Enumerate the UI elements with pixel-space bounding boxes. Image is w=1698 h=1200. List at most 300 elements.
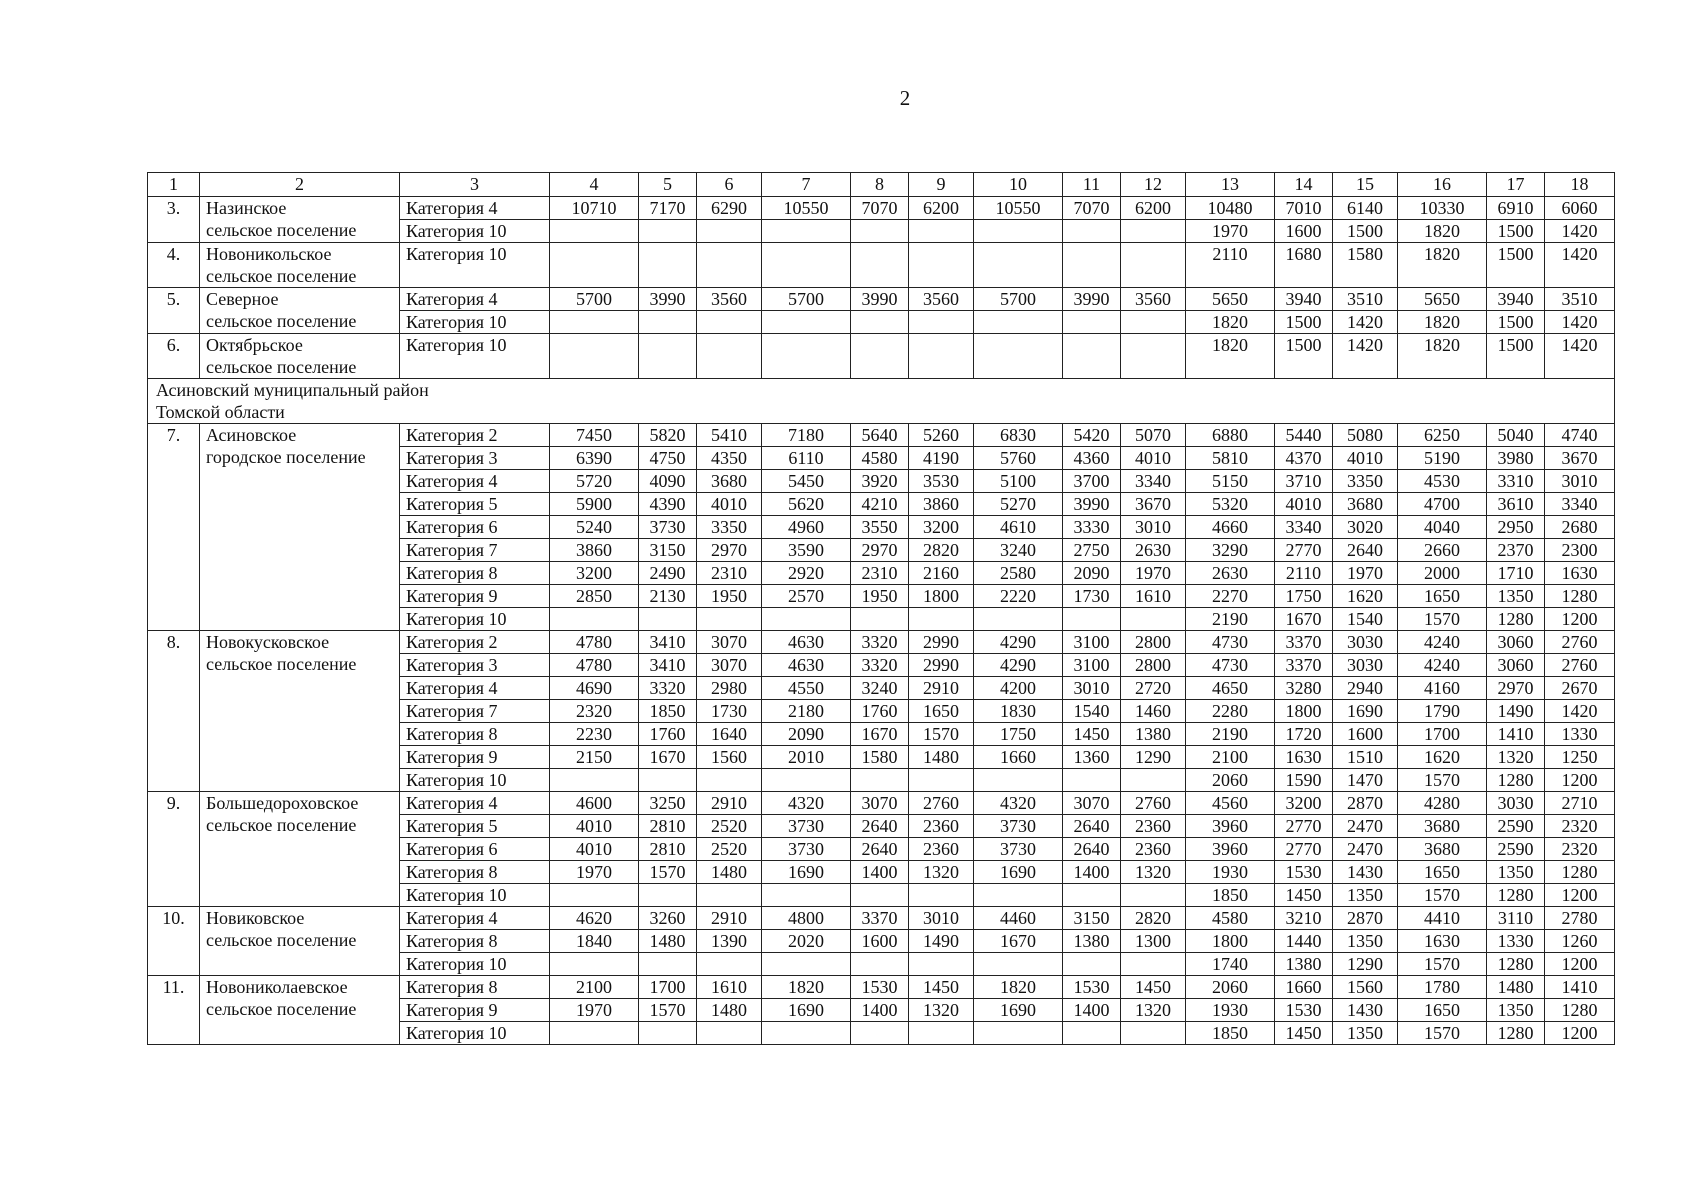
table-row [148,792,1615,815]
value-cell: 3010 [909,907,974,930]
value-cell: 2640 [1063,815,1121,838]
category-cell: Категория 10 [400,311,550,334]
value-cell: 1530 [851,976,909,999]
value-cell: 4750 [639,447,697,470]
value-cell: 3210 [1275,907,1333,930]
settlement-number: 5. [148,288,200,334]
value-cell: 7450 [550,424,639,447]
value-cell: 5410 [697,424,762,447]
value-cell [639,608,697,631]
value-cell: 5240 [550,516,639,539]
value-cell: 3240 [851,677,909,700]
value-cell: 2760 [1121,792,1186,815]
value-cell: 6880 [1186,424,1275,447]
value-cell: 2360 [1121,815,1186,838]
value-cell: 4410 [1398,907,1487,930]
value-cell [909,953,974,976]
value-cell [697,243,762,288]
value-cell: 6250 [1398,424,1487,447]
column-header: 13 [1186,173,1275,197]
column-header: 4 [550,173,639,197]
value-cell [762,334,851,379]
value-cell: 5080 [1333,424,1398,447]
value-cell [639,334,697,379]
value-cell: 1780 [1398,976,1487,999]
header-row [148,173,1615,197]
category-cell: Категория 8 [400,976,550,999]
value-cell: 6200 [909,197,974,220]
value-cell: 1680 [1275,243,1333,288]
value-cell: 1400 [851,861,909,884]
value-cell: 2770 [1275,539,1333,562]
value-cell: 1290 [1121,746,1186,769]
value-cell: 3150 [1063,907,1121,930]
value-cell: 4290 [974,631,1063,654]
value-cell [909,884,974,907]
value-cell: 3670 [1545,447,1615,470]
value-cell: 1730 [1063,585,1121,608]
value-cell [762,884,851,907]
settlement-name [200,976,400,1045]
value-cell [974,769,1063,792]
settlement-number: 8. [148,631,200,792]
value-cell: 5100 [974,470,1063,493]
value-cell [851,884,909,907]
category-cell: Категория 4 [400,677,550,700]
value-cell: 5820 [639,424,697,447]
value-cell: 1460 [1121,700,1186,723]
value-cell: 2230 [550,723,639,746]
value-cell: 2360 [909,838,974,861]
value-cell: 1430 [1333,999,1398,1022]
value-cell: 1200 [1545,1022,1615,1045]
column-header: 6 [697,173,762,197]
value-cell: 4780 [550,631,639,654]
table-row [148,976,1615,999]
value-cell [550,243,639,288]
value-cell: 4200 [974,677,1063,700]
value-cell: 2360 [1121,838,1186,861]
value-cell: 3410 [639,631,697,654]
value-cell: 1280 [1487,608,1545,631]
value-cell: 3200 [1275,792,1333,815]
value-cell: 10480 [1186,197,1275,220]
value-cell: 5450 [762,470,851,493]
value-cell: 2010 [762,746,851,769]
value-cell: 2590 [1487,838,1545,861]
value-cell: 1690 [974,999,1063,1022]
value-cell: 1500 [1487,311,1545,334]
value-cell [851,769,909,792]
value-cell [851,334,909,379]
value-cell: 3320 [851,631,909,654]
value-cell [1121,769,1186,792]
value-cell: 1320 [1121,861,1186,884]
category-cell: Категория 6 [400,516,550,539]
value-cell: 1560 [1333,976,1398,999]
category-cell: Категория 2 [400,631,550,654]
value-cell: 3370 [1275,631,1333,654]
value-cell: 6910 [1487,197,1545,220]
value-cell: 3100 [1063,654,1121,677]
value-cell: 4090 [639,470,697,493]
settlement-name-line: сельское поселение [206,220,357,240]
value-cell: 2110 [1186,243,1275,288]
value-cell: 3530 [909,470,974,493]
value-cell [1121,220,1186,243]
value-cell [1121,334,1186,379]
value-cell: 1410 [1545,976,1615,999]
value-cell [1121,953,1186,976]
value-cell: 3010 [1545,470,1615,493]
value-cell: 5700 [974,288,1063,311]
value-cell [639,1022,697,1045]
value-cell: 5760 [974,447,1063,470]
settlement-name-line: Большедороховское [206,793,359,813]
value-cell: 2190 [1186,723,1275,746]
value-cell: 5040 [1487,424,1545,447]
value-cell: 4240 [1398,631,1487,654]
category-cell: Категория 10 [400,769,550,792]
value-cell: 3940 [1275,288,1333,311]
value-cell: 3200 [550,562,639,585]
value-cell: 1200 [1545,953,1615,976]
value-cell: 1420 [1545,311,1615,334]
value-cell: 3730 [639,516,697,539]
value-cell: 6140 [1333,197,1398,220]
value-cell: 1710 [1487,562,1545,585]
value-cell: 5700 [550,288,639,311]
value-cell: 4320 [974,792,1063,815]
value-cell: 2060 [1186,769,1275,792]
value-cell [851,1022,909,1045]
table-row [148,288,1615,311]
value-cell [1121,243,1186,288]
value-cell [1063,769,1121,792]
settlement-name-line: Новоникольское [206,244,332,264]
settlement-name [200,288,400,334]
region-title-line: Томской области [156,402,285,422]
value-cell: 2820 [1121,907,1186,930]
value-cell: 1320 [909,861,974,884]
value-cell: 3960 [1186,815,1275,838]
value-cell: 2680 [1545,516,1615,539]
value-cell: 10710 [550,197,639,220]
value-cell: 1650 [909,700,974,723]
value-cell: 2090 [1063,562,1121,585]
value-cell: 2000 [1398,562,1487,585]
value-cell [550,769,639,792]
value-cell: 2990 [909,654,974,677]
value-cell: 2150 [550,746,639,769]
value-cell: 3680 [1333,493,1398,516]
value-cell: 1570 [639,999,697,1022]
value-cell: 3110 [1487,907,1545,930]
settlement-name [200,792,400,907]
value-cell: 1820 [1398,334,1487,379]
value-cell: 1450 [1275,884,1333,907]
value-cell: 3730 [974,815,1063,838]
value-cell: 1330 [1487,930,1545,953]
value-cell: 4610 [974,516,1063,539]
page-number: 2 [899,86,911,110]
value-cell: 2710 [1545,792,1615,815]
value-cell: 1930 [1186,999,1275,1022]
value-cell: 6830 [974,424,1063,447]
value-cell: 1540 [1063,700,1121,723]
value-cell: 1280 [1487,769,1545,792]
value-cell: 2910 [697,792,762,815]
settlement-name-line: сельское поселение [206,311,357,331]
settlement-name-line: сельское поселение [206,654,357,674]
value-cell: 1820 [1186,311,1275,334]
value-cell: 1500 [1487,334,1545,379]
value-cell: 4730 [1186,631,1275,654]
value-cell: 5190 [1398,447,1487,470]
value-cell: 1830 [974,700,1063,723]
value-cell: 1480 [909,746,974,769]
value-cell [762,769,851,792]
value-cell: 1660 [1275,976,1333,999]
settlement-name [200,243,400,288]
table-header [148,173,1615,197]
table-row [148,197,1615,220]
value-cell: 1600 [1333,723,1398,746]
value-cell: 1350 [1487,585,1545,608]
value-cell: 4320 [762,792,851,815]
value-cell [1121,1022,1186,1045]
value-cell: 1670 [639,746,697,769]
value-cell: 4550 [762,677,851,700]
value-cell: 1500 [1275,311,1333,334]
table-row [148,907,1615,930]
value-cell [639,311,697,334]
value-cell [639,243,697,288]
value-cell [762,608,851,631]
value-cell: 3700 [1063,470,1121,493]
table-row [148,243,1615,288]
column-header: 17 [1487,173,1545,197]
value-cell: 2640 [1333,539,1398,562]
value-cell: 1470 [1333,769,1398,792]
value-cell [550,334,639,379]
value-cell: 4010 [1121,447,1186,470]
value-cell: 4620 [550,907,639,930]
value-cell: 4460 [974,907,1063,930]
value-cell: 4700 [1398,493,1487,516]
value-cell [1121,884,1186,907]
settlement-name-line: сельское поселение [206,357,357,377]
value-cell: 1600 [851,930,909,953]
value-cell: 4010 [550,838,639,861]
value-cell: 1690 [762,861,851,884]
value-cell: 3350 [1333,470,1398,493]
category-cell: Категория 8 [400,723,550,746]
value-cell [697,220,762,243]
value-cell: 1750 [974,723,1063,746]
value-cell: 1380 [1275,953,1333,976]
value-cell: 1490 [1487,700,1545,723]
value-cell: 3960 [1186,838,1275,861]
value-cell: 4290 [974,654,1063,677]
value-cell: 1820 [974,976,1063,999]
value-cell [974,608,1063,631]
value-cell: 2160 [909,562,974,585]
value-cell: 1500 [1487,243,1545,288]
settlement-name-line: Северное [206,289,279,309]
value-cell: 1500 [1275,334,1333,379]
value-cell: 4740 [1545,424,1615,447]
settlement-name-line: сельское поселение [206,999,357,1019]
value-cell: 1950 [697,585,762,608]
value-cell: 1420 [1545,220,1615,243]
tariff-table [147,172,1615,1045]
value-cell: 10550 [974,197,1063,220]
value-cell: 4630 [762,631,851,654]
value-cell: 1970 [550,861,639,884]
value-cell: 4390 [639,493,697,516]
value-cell: 4580 [1186,907,1275,930]
value-cell: 10330 [1398,197,1487,220]
value-cell: 1970 [550,999,639,1022]
value-cell: 2980 [697,677,762,700]
column-header: 9 [909,173,974,197]
value-cell: 5650 [1186,288,1275,311]
value-cell: 2520 [697,838,762,861]
value-cell [909,243,974,288]
value-cell: 5620 [762,493,851,516]
value-cell: 1490 [909,930,974,953]
value-cell: 6060 [1545,197,1615,220]
value-cell: 3990 [1063,493,1121,516]
value-cell [974,334,1063,379]
value-cell [762,220,851,243]
value-cell: 3030 [1487,792,1545,815]
value-cell: 3030 [1333,631,1398,654]
value-cell [1063,311,1121,334]
column-header: 7 [762,173,851,197]
value-cell: 1400 [1063,861,1121,884]
value-cell: 3100 [1063,631,1121,654]
value-cell: 3370 [851,907,909,930]
value-cell: 1380 [1063,930,1121,953]
value-cell: 1570 [639,861,697,884]
category-cell: Категория 4 [400,792,550,815]
value-cell: 2320 [550,700,639,723]
column-header: 3 [400,173,550,197]
value-cell: 1280 [1545,861,1615,884]
value-cell: 1350 [1487,861,1545,884]
value-cell: 4370 [1275,447,1333,470]
value-cell: 3730 [762,838,851,861]
value-cell: 2470 [1333,838,1398,861]
value-cell: 2770 [1275,838,1333,861]
category-cell: Категория 4 [400,470,550,493]
value-cell: 1760 [639,723,697,746]
value-cell [974,220,1063,243]
settlement-name [200,334,400,379]
value-cell: 4190 [909,447,974,470]
value-cell: 4580 [851,447,909,470]
value-cell: 2760 [1545,654,1615,677]
value-cell [639,884,697,907]
value-cell: 4040 [1398,516,1487,539]
value-cell: 3280 [1275,677,1333,700]
value-cell: 4690 [550,677,639,700]
value-cell [550,608,639,631]
value-cell [762,1022,851,1045]
value-cell: 2300 [1545,539,1615,562]
value-cell [697,311,762,334]
value-cell: 1420 [1333,311,1398,334]
value-cell: 2780 [1545,907,1615,930]
value-cell [762,243,851,288]
settlement-number: 3. [148,197,200,243]
value-cell: 3250 [639,792,697,815]
category-cell: Категория 8 [400,861,550,884]
value-cell: 3060 [1487,654,1545,677]
value-cell: 4010 [550,815,639,838]
value-cell: 2990 [909,631,974,654]
value-cell: 1530 [1275,861,1333,884]
value-cell: 2320 [1545,838,1615,861]
value-cell: 6390 [550,447,639,470]
value-cell: 6200 [1121,197,1186,220]
value-cell: 5270 [974,493,1063,516]
value-cell: 1800 [909,585,974,608]
value-cell: 4650 [1186,677,1275,700]
value-cell [974,953,1063,976]
category-cell: Категория 10 [400,884,550,907]
value-cell: 1350 [1333,1022,1398,1045]
value-cell [909,220,974,243]
value-cell: 2910 [909,677,974,700]
region-title-line: Асиновский муниципальный район [156,380,429,400]
value-cell [697,953,762,976]
value-cell: 1570 [1398,884,1487,907]
value-cell: 1610 [697,976,762,999]
value-cell: 6110 [762,447,851,470]
value-cell [851,220,909,243]
value-cell: 1650 [1398,861,1487,884]
value-cell: 1250 [1545,746,1615,769]
value-cell [1063,334,1121,379]
value-cell: 4730 [1186,654,1275,677]
value-cell [639,953,697,976]
value-cell: 7070 [851,197,909,220]
value-cell [550,1022,639,1045]
value-cell: 1570 [1398,953,1487,976]
value-cell: 4780 [550,654,639,677]
value-cell: 1570 [1398,769,1487,792]
value-cell: 2870 [1333,792,1398,815]
value-cell: 1630 [1398,930,1487,953]
value-cell [762,953,851,976]
value-cell: 1200 [1545,608,1615,631]
value-cell: 1500 [1333,220,1398,243]
value-cell: 1570 [909,723,974,746]
value-cell: 4360 [1063,447,1121,470]
value-cell: 7170 [639,197,697,220]
value-cell: 7010 [1275,197,1333,220]
value-cell: 3070 [1063,792,1121,815]
value-cell: 3310 [1487,470,1545,493]
value-cell [1063,220,1121,243]
value-cell: 3860 [909,493,974,516]
value-cell: 1640 [697,723,762,746]
value-cell: 1950 [851,585,909,608]
settlement-name-line: Новониколаевское [206,977,348,997]
